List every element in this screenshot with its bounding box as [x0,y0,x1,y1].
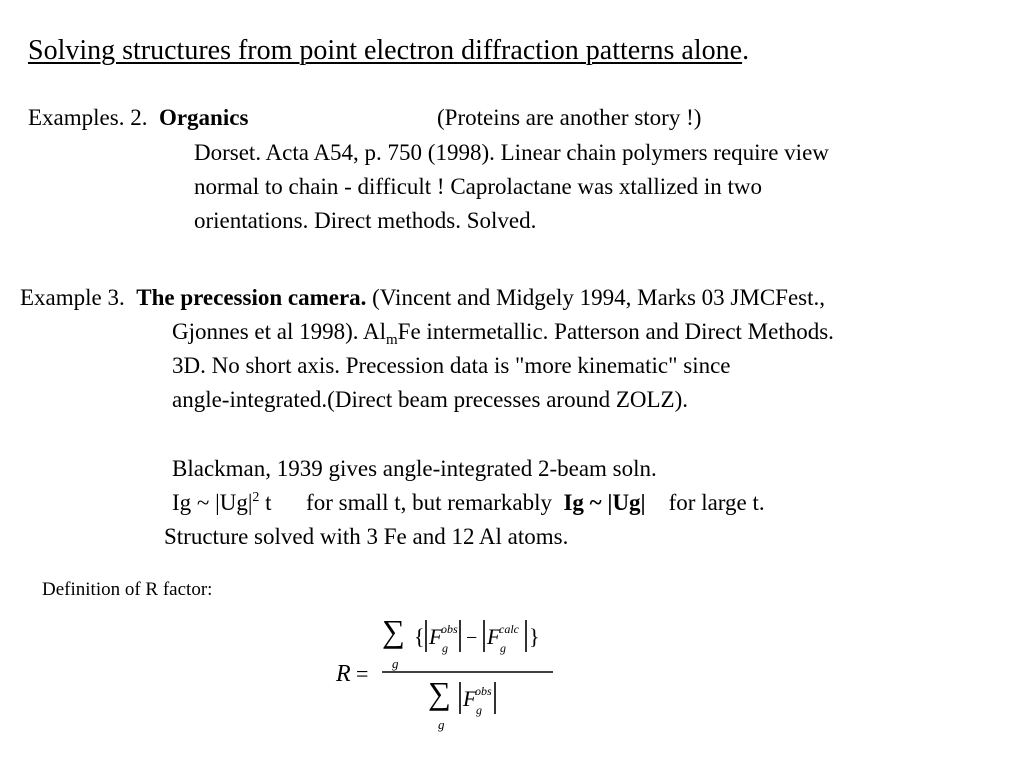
example2-line-2: normal to chain - difficult ! Caprolactane was xtallized in two [194,174,763,199]
ig-post: for large t. [645,490,765,515]
denominator-index: g [438,717,445,732]
example3-line-4: angle-integrated.(Direct beam precesses around ZOLZ). [172,387,688,412]
rfactor-formula [320,600,580,740]
example3-line2-post: Fe intermetallic. Patterson and Direct Methods. [397,319,834,344]
slide-title [28,35,749,67]
numerator-sum-icon: ∑ [382,613,405,649]
example3-lead: Example 3. [20,285,125,310]
slide-title-period: . [742,35,750,66]
denominator-f-obs: F [463,686,477,711]
blackman-line: Blackman, 1939 gives angle-integrated 2-beam soln. [172,456,657,481]
ig-bold: Ig ~ |Ug| [563,490,646,515]
numerator-calc-sub: g [500,641,506,655]
numerator-brace-close: } [529,624,540,649]
denominator-obs-sub: g [476,703,482,717]
denominator-obs-sup: obs [475,684,492,698]
numerator-f-obs: F [429,624,443,649]
example2-lead: Examples. 2. [28,105,148,130]
numerator-index: g [392,656,399,671]
example2-heading: Organics [158,105,249,130]
example3-line-2 [172,318,834,348]
numerator-brace-open: { [414,624,425,649]
ig-pre: Ig ~ |Ug| [172,490,253,515]
example3-heading: The precession camera. [136,285,367,310]
formula-equals: = [356,661,369,686]
ig-mid: t for small t, but remarkably [259,490,564,515]
example3-header [20,284,825,311]
structure-line: Structure solved with 3 Fe and 12 Al atoms. [164,524,569,549]
example3-line-3: 3D. No short axis. Precession data is "more kinematic" since [172,353,731,378]
numerator-calc-sup: calc [499,622,519,636]
numerator-obs-sub: g [442,641,448,655]
example2-line-1: Dorset. Acta A54, p. 750 (1998). Linear chain polymers require view [194,140,829,165]
denominator-sum-icon: ∑ [428,675,451,711]
example3-line1-rest: (Vincent and Midgely 1994, Marks 03 JMCFest., [372,285,826,310]
slide-title-text: Solving structures from point electron diffraction patterns alone [28,35,743,66]
numerator-minus: − [466,627,478,649]
example2-header [28,104,248,131]
numerator-f-calc: F [487,624,501,649]
numerator-obs-sup: obs [441,622,458,636]
formula-lhs: R [336,661,351,687]
example3-line2-sub: m [386,332,398,348]
example3-line2-pre: Gjonnes et al 1998). Al [172,319,386,344]
ig-sup: 2 [252,490,260,505]
example2-line-3: orientations. Direct methods. Solved. [194,208,537,233]
example2-aside: (Proteins are another story !) [437,105,702,130]
rfactor-label: Definition of R factor: [42,579,213,600]
ig-line [172,489,765,516]
